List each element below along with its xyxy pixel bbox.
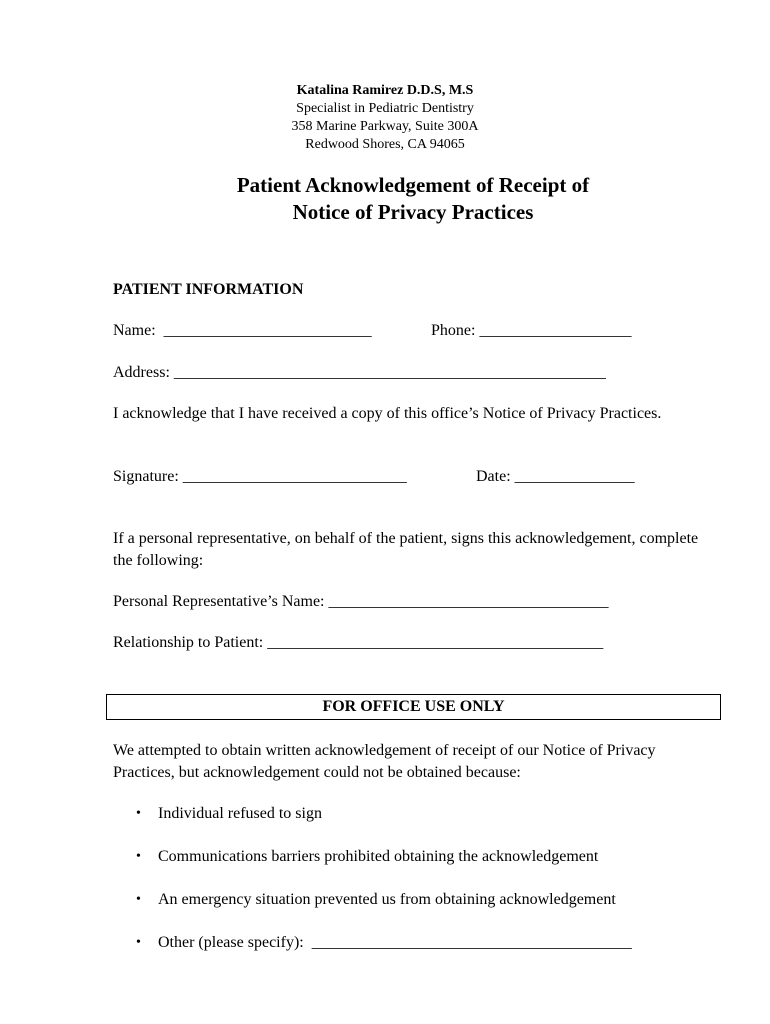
phone-field[interactable]: Phone: ___________________ bbox=[431, 322, 632, 339]
signature-field[interactable]: Signature: ____________________________ bbox=[113, 468, 407, 485]
practice-specialty: Specialist in Pediatric Dentistry bbox=[296, 101, 474, 116]
form-title-line-1: Patient Acknowledgement of Receipt of bbox=[236, 173, 590, 197]
office-use-heading: FOR OFFICE USE ONLY bbox=[106, 694, 721, 720]
reason-refused[interactable]: Individual refused to sign bbox=[158, 805, 322, 822]
practice-street: 358 Marine Parkway, Suite 300A bbox=[291, 119, 479, 134]
bullet-icon: • bbox=[136, 935, 141, 950]
bullet-icon: • bbox=[136, 849, 141, 864]
office-use-intro: We attempted to obtain written acknowledgement of receipt of our Notice of Privacy Practices, but acknowledgement could not be obtained because: bbox=[113, 742, 656, 781]
name-field[interactable]: Name: __________________________ bbox=[113, 322, 372, 339]
representative-name-field[interactable]: Personal Representative’s Name: ___________________________________ bbox=[113, 593, 609, 610]
form-title bbox=[0, 172, 770, 226]
representative-intro: If a personal representative, on behalf of the patient, signs this acknowledgement, complete the following: bbox=[113, 530, 699, 569]
practice-name: Katalina Ramirez D.D.S, M.S bbox=[296, 83, 474, 98]
reason-other-field[interactable]: Other (please specify): ________________________________________ bbox=[158, 934, 632, 951]
reason-communication-barriers[interactable]: Communications barriers prohibited obtaining the acknowledgement bbox=[158, 848, 599, 865]
date-field[interactable]: Date: _______________ bbox=[476, 468, 635, 485]
practice-city: Redwood Shores, CA 94065 bbox=[305, 137, 465, 152]
form-title-line-2: Notice of Privacy Practices bbox=[292, 200, 534, 224]
bullet-icon: • bbox=[136, 892, 141, 907]
address-field[interactable]: Address: ______________________________________________________ bbox=[113, 364, 606, 381]
patient-info-heading: PATIENT INFORMATION bbox=[113, 281, 304, 298]
relationship-field[interactable]: Relationship to Patient: __________________________________________ bbox=[113, 634, 604, 651]
acknowledgement-text: I acknowledge that I have received a copy of this office’s Notice of Privacy Practices. bbox=[113, 405, 662, 422]
bullet-icon: • bbox=[136, 806, 141, 821]
reason-emergency[interactable]: An emergency situation prevented us from obtaining acknowledgement bbox=[158, 891, 616, 908]
